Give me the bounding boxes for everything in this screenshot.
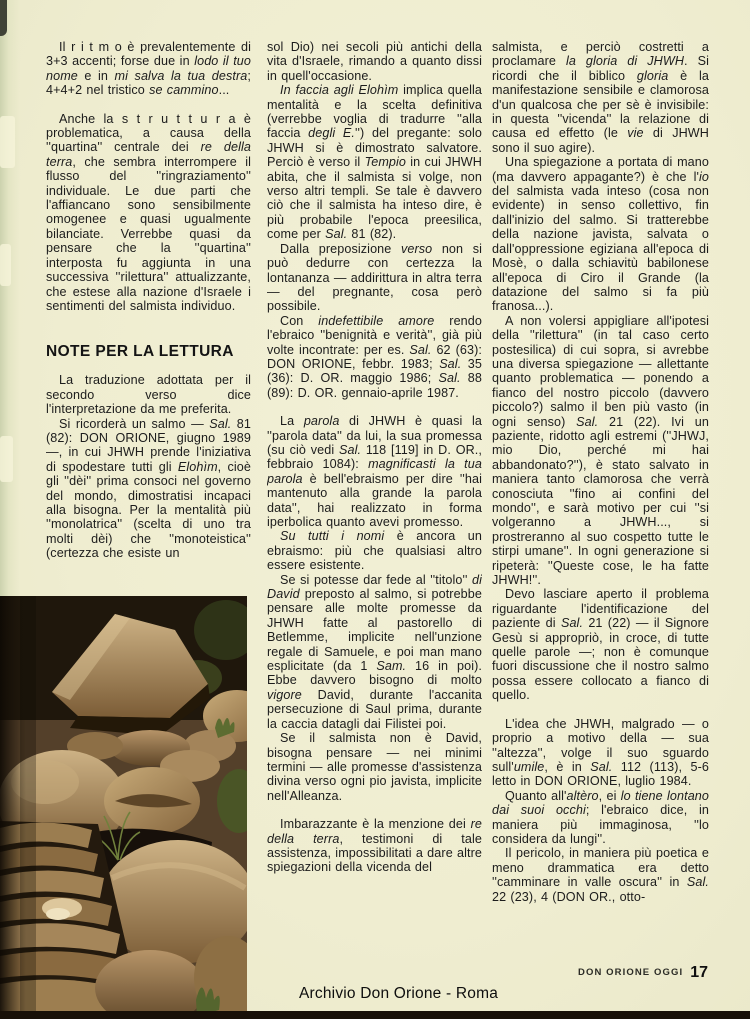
rocky-path-photo	[0, 596, 247, 1013]
magazine-name: DON ORIONE OGGI	[578, 967, 684, 978]
text-column-left	[46, 40, 251, 592]
paragraph: La traduzione adottata per il secondo verso dice l'interpretazione da me preferita.	[46, 373, 251, 417]
text-column-right	[492, 40, 709, 955]
paragraph: Se si potesse dar fede al ''titolo'' di David preposto al salmo, si potrebbe pensare alle molte promesse da JHWH fatte al pastorello di Betlemme, implicite nell'unzione regale di Samuele, e poi man mano esplicitate (da 1 Sam. 16 in poi). Ebbe davvero bisogno di molto vigore David, durante l'accanita persecuzione di Saul prima, durante la caccia datagli dai Filistei poi.	[267, 572, 482, 731]
paragraph: sol Dio) nei secoli più antichi della vita d'Israele, rimando a quanto dissi in quell'occasione.	[267, 40, 482, 83]
archive-watermark: Archivio Don Orione - Roma	[299, 985, 499, 1002]
paragraph: Si ricorderà un salmo — Sal. 81 (82): DON ORIONE, giugno 1989 —, in cui JHWH prende l'iniziativa di spodestare tutti gli Elohìm, cioè gli ''dèi'' prima consoci nel governo del mondo, dimostratisi incapaci alla bisogna. Per la mentalità più ''monolatrica'' (scelta di uno tra molti dèi) che ''monoteistica'' (certezza che esiste un	[46, 416, 251, 561]
paragraph: Imbarazzante è la menzione dei re della terra, testimoni di tale assistenza, impossibilitati a dare altre spiegazioni della vicenda del	[267, 817, 482, 875]
paragraph: Se il salmista non è David, bisogna pensare — nei minimi termini — alle promesse d'assistenza divina verso ogni pio javista, implicite nell'Alleanza.	[267, 731, 482, 803]
scan-tape-artifact	[0, 436, 13, 482]
text-column-middle	[267, 40, 482, 955]
rocky-path-illustration	[0, 596, 247, 1013]
scan-corner-mark	[0, 0, 7, 36]
paragraph: Con indefettibile amore rendo l'ebraico ''benignità e verità'', già più volte incontrate: per es. Sal. 62 (63): DON ORIONE, febbr. 1983; Sal. 35 (36): D. OR. maggio 1986; Sal. 88 (89): D. OR. gennaio-aprile 1987.	[267, 313, 482, 400]
scan-tape-artifact	[0, 244, 11, 286]
paragraph: Devo lasciare aperto il problema riguardante l'identificazione del paziente di Sal. 21 (22) — il Signore Gesù si appropriò, in croce, di tutte quelle parole —; non è comunque fuori discussione che il nostro salmo possa essere collocato a fianco di quello.	[492, 587, 709, 703]
paragraph: Su tutti i nomi è ancora un ebraismo: più che qualsiasi altro essere esistente.	[267, 529, 482, 573]
scan-tape-artifact	[0, 116, 15, 168]
section-heading: NOTE PER LA LETTURA	[46, 343, 234, 361]
paragraph: Il pericolo, in maniera più poetica e meno drammatica era detto ''camminare in valle oscura'' in Sal. 22 (23), 4 (DON OR., otto-	[492, 846, 709, 904]
page-number: 17	[690, 964, 708, 981]
paragraph: salmista, e perciò costretti a proclamare la gloria di JHWH. Si ricordi che il biblico gloria è la manifestazione sensibile e clamorosa d'un qualcosa che per sè è invisibile: in questa ''vicenda'' la relazione di causa ed effetto (le vie di JHWH sono il suo agire).	[492, 40, 709, 155]
paragraph: A non volersi appigliare all'ipotesi della ''rilettura'' (in tal caso certo postesilica) di cui sopra, si avrebbe una diversa spiegazione — allettante quanto problematica — ponendo a fianco del nostro piccolo (davvero piccolo?) salmo il ben più vasto (in ogni senso) Sal. 21 (22). Ivi un paziente, ridotto agli estremi (''JHWJ, mio Dio, perché mi hai abbandonato?''), è stato salvato in maniera tanto clamorosa che verrà conosciuta ''fino ai confini del mondo'', e sarà motivo per cui ''si volgeranno a JHWH..., si prostreranno al suo cospetto tutte le stirpi umane''. In ogni generazione si ripeterà: ''Queste cose, le ha fatte JHWH!''.	[492, 313, 709, 588]
paragraph: Quanto all'altèro, ei lo tiene lontano dai suoi occhi; l'ebraico dice, in maniera più immaginosa, ''lo considera da lungi''.	[492, 788, 709, 846]
scan-bottom-edge	[0, 1011, 750, 1019]
paragraph: Dalla preposizione verso non si può dedurre con certezza la lontananza — addirittura in altra terra — del pregnante, cosa però possibile.	[267, 241, 482, 314]
paragraph: Anche la s t r u t t u r a è problematica, a causa della ''quartina'' centrale dei re della terra, che sembra interrompere il flusso del ''ringraziamento'' individuale. Le due parti che l'affiancano sono sensibilmente omogenee e quasi ugualmente bilanciate. Verrebbe quasi da pensare che la ''quartina'' interposta fu aggiunta in una successiva ''rilettura'' attualizzante, che estese alla nazione d'Israele i sentimenti del salmista individuo.	[46, 111, 251, 313]
page-footer	[480, 964, 708, 982]
paragraph: L'idea che JHWH, malgrado — o proprio a motivo della — sua ''altezza'', volge il suo sguardo sull'umile, è in Sal. 112 (113), 5-6 letto in DON ORIONE, luglio 1984.	[492, 716, 709, 789]
paragraph: In faccia agli Elohìm implica quella mentalità e la scelta definitiva (verrebbe voglia di tradurre ''alla faccia degli E.'') del pregante: solo JHWH si è dimostrato salvatore. Perciò è verso il Tempio in cui JHWH abita, che il salmista si volge, non verso altri templi. Se tale è davvero ciò che il salmista ha inteso dire, è più probabile l'epoca preesilica, come per Sal. 81 (82).	[267, 83, 482, 242]
paragraph: Una spiegazione a portata di mano (ma davvero appagante?) è che l'io del salmista vada inteso (cosa non evidente) in senso collettivo, fin dall'inizio del salmo. Si tratterebbe della nazione javista, salvata o dall'oppressione egiziana all'epoca di Mosè, o dalla schiavitù babilonese all'epoca di Ciro il Grande (la datazione del salmo si fa più franosa...).	[492, 155, 709, 314]
paragraph: La parola di JHWH è quasi la ''parola data'' da lui, la sua promessa (su ciò vedi Sal. 118 [119] in D. OR., febbraio 1084): magnificasti la tua parola è bell'ebraismo per dire ''hai mantenuto alla grande la parola data'', hai realizzato in forma iperbolica quanto avevi promesso.	[267, 414, 482, 529]
paragraph: Il r i t m o è prevalentemente di 3+3 accenti; forse due in lodo il tuo nome e in mi salva la tua destra; 4+4+2 nel tristico se cammino...	[46, 40, 251, 98]
